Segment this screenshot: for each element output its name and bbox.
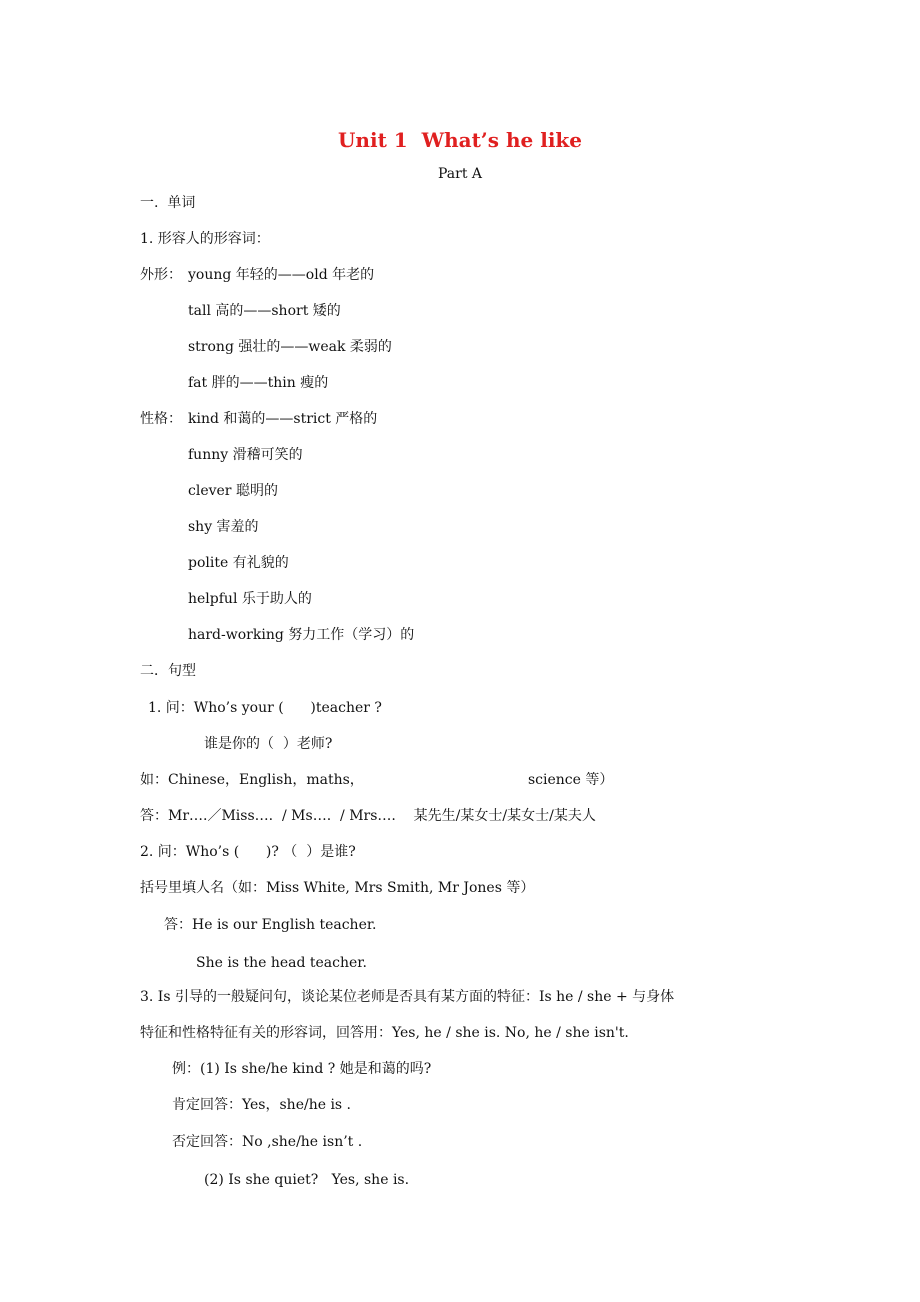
vocab-item: polite 有礼貌的 bbox=[188, 555, 289, 571]
vocab-item: shy 害羞的 bbox=[188, 519, 259, 535]
document-title: Unit 1 What’s he like bbox=[337, 128, 582, 152]
question-3: 3. Is 引导的一般疑问句，谈论某位老师是否具有某方面的特征：Is he / she + 与身体 bbox=[140, 989, 675, 1005]
negative-answer: 否定回答：No ,she/he isn’t . bbox=[172, 1134, 363, 1150]
question-1-answer: 答：Mr….／Miss…. / Ms…. / Mrs…. 某先生/某女士/某女士/某夫人 bbox=[140, 808, 596, 824]
question-3-example-2: (2) Is she quiet? Yes, she is. bbox=[204, 1172, 410, 1188]
vocab-item: clever 聪明的 bbox=[188, 483, 278, 499]
vocab-item: fat 胖的——thin 瘦的 bbox=[188, 375, 329, 391]
positive-answer: 肯定回答：Yes，she/he is . bbox=[172, 1097, 352, 1113]
vocab-item: helpful 乐于助人的 bbox=[188, 591, 312, 607]
question-2: 2. 问：Who’s ( )? （ ）是谁? bbox=[140, 844, 356, 860]
vocab-item: strong 强壮的——weak 柔弱的 bbox=[188, 339, 392, 355]
vocab-item: hard-working 努力工作（学习）的 bbox=[188, 627, 415, 643]
question-1-translation: 谁是你的（ ）老师? bbox=[204, 736, 333, 752]
vocab-item: tall 高的——short 矮的 bbox=[188, 303, 341, 319]
appearance-label: 外形： bbox=[140, 267, 182, 283]
section-heading-sentences: 二．句型 bbox=[140, 663, 196, 679]
personality-label: 性格： bbox=[140, 411, 182, 427]
question-2-answer: 答：He is our English teacher. bbox=[164, 917, 377, 933]
question-1-example: 如：Chinese，English，maths， bbox=[140, 772, 364, 788]
question-3-continued: 特征和性格特征有关的形容词，回答用：Yes, he / she is. No, he / she isn't. bbox=[140, 1025, 629, 1041]
question-3-example: 例：(1) Is she/he kind ? 她是和蔼的吗? bbox=[172, 1061, 432, 1077]
vocab-item: young 年轻的——old 年老的 bbox=[188, 267, 375, 283]
question-1-example-end: science 等） bbox=[528, 772, 614, 788]
question-2-answer: She is the head teacher. bbox=[196, 955, 367, 971]
question-2-note: 括号里填人名（如：Miss White, Mrs Smith, Mr Jones 等） bbox=[140, 880, 535, 896]
section-heading-vocabulary: 一. 单词 bbox=[140, 195, 196, 211]
vocab-item: funny 滑稽可笑的 bbox=[188, 447, 303, 463]
vocab-subheading: 1. 形容人的形容词： bbox=[140, 231, 270, 247]
question-1: 1. 问：Who’s your ( )teacher ? bbox=[148, 700, 382, 716]
vocab-item: kind 和蔼的——strict 严格的 bbox=[188, 411, 378, 427]
document-subtitle: Part A bbox=[437, 166, 483, 182]
